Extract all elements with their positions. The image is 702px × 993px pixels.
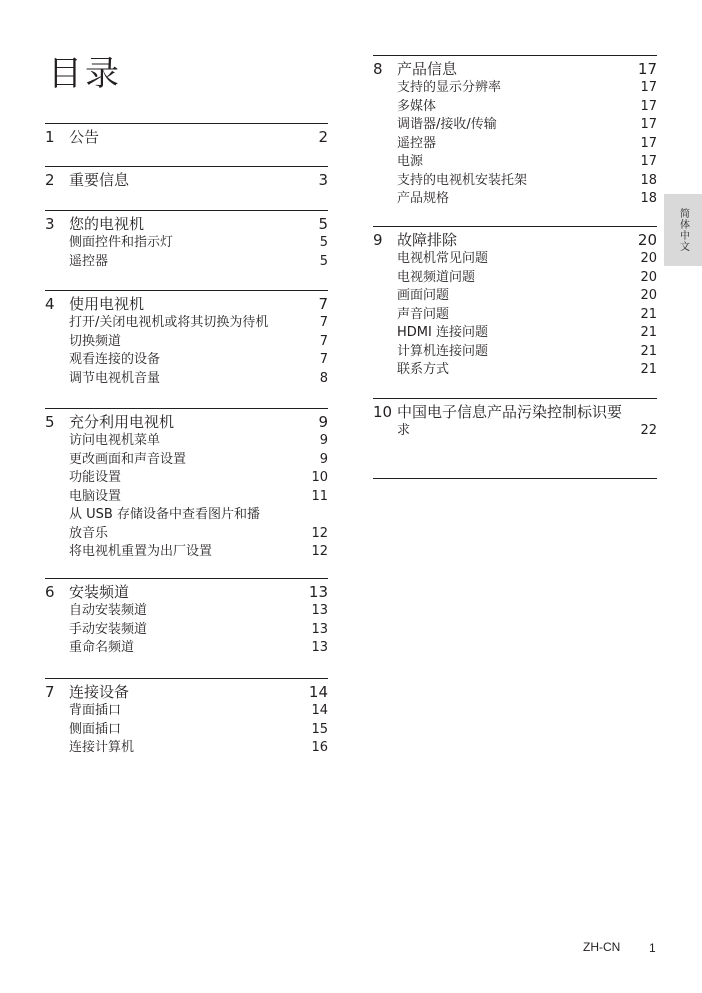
toc-section [45, 290, 328, 388]
section-title: 您的电视机 [69, 215, 145, 233]
entry-label: 重命名频道 [69, 640, 135, 655]
entry-label: 支持的电视机安装托架 [397, 172, 528, 188]
entry-page: 22 [640, 423, 657, 438]
entry-label: 电视机常见问题 [397, 251, 489, 266]
toc-entry[interactable] [373, 269, 657, 288]
toc-entry[interactable] [373, 172, 657, 191]
toc-entry[interactable] [373, 422, 657, 441]
section-number: 6 [45, 583, 55, 601]
toc-entry[interactable] [45, 602, 328, 621]
toc-entry[interactable] [373, 250, 657, 269]
toc-section-heading[interactable] [45, 214, 328, 234]
toc-section [373, 55, 657, 209]
entry-page: 5 [319, 253, 328, 269]
toc-section [45, 578, 328, 658]
entry-label: 多媒体 [397, 98, 437, 114]
section-title: 故障排除 [397, 231, 458, 249]
toc-section-heading[interactable] [373, 402, 657, 422]
entry-label: 调谐器/接收/传输 [397, 117, 497, 132]
entry-label: 连接计算机 [69, 740, 135, 755]
toc-section [45, 210, 328, 271]
entry-label: 电源 [397, 154, 424, 169]
entry-label: 功能设置 [69, 470, 122, 485]
toc-entry[interactable] [45, 702, 328, 721]
section-page: 20 [637, 231, 657, 249]
section-title: 中国电子信息产品污染控制标识要 [397, 403, 623, 421]
section-number: 3 [45, 215, 55, 233]
section-title: 公告 [69, 128, 100, 146]
entry-label: 观看连接的设备 [69, 352, 161, 367]
section-page: 7 [318, 295, 328, 313]
entry-label: 画面问题 [397, 288, 450, 303]
entry-label: 切换频道 [69, 333, 122, 349]
toc-section-heading[interactable] [45, 682, 328, 702]
toc-section [45, 678, 328, 758]
entry-page: 8 [319, 370, 328, 386]
toc-entry[interactable] [45, 739, 328, 758]
entry-label: 访问电视机菜单 [69, 433, 161, 448]
entry-page: 12 [311, 544, 328, 559]
section-number: 2 [45, 171, 55, 189]
entry-label: 声音问题 [397, 306, 450, 322]
entry-page: 13 [311, 621, 328, 637]
toc-entry[interactable] [373, 306, 657, 325]
toc-section-heading[interactable] [45, 127, 328, 147]
entry-page: 7 [319, 352, 328, 367]
entry-label: 放音乐 [69, 525, 109, 541]
entry-page: 5 [319, 235, 328, 250]
entry-label: 调节电视机音量 [69, 370, 161, 386]
toc-entry[interactable] [373, 343, 657, 362]
section-title: 产品信息 [397, 60, 458, 78]
section-page: 5 [318, 215, 328, 233]
entry-page: 17 [640, 80, 657, 95]
section-title: 安装频道 [69, 583, 130, 601]
entry-page: 20 [640, 269, 657, 285]
toc-section [45, 123, 328, 147]
toc-entry[interactable] [373, 287, 657, 306]
toc-entry[interactable] [373, 324, 657, 343]
entry-page: 20 [640, 251, 657, 266]
footer-language-code: ZH-CN [583, 940, 621, 954]
toc-entry[interactable] [373, 153, 657, 172]
entry-page: 13 [311, 603, 328, 618]
section-page: 3 [318, 171, 328, 189]
entry-page: 17 [640, 98, 657, 114]
entry-page: 9 [319, 451, 328, 467]
entry-page: 21 [640, 343, 657, 359]
entry-label: 自动安装频道 [69, 603, 148, 618]
toc-section-heading[interactable] [45, 412, 328, 432]
toc-entry[interactable] [45, 621, 328, 640]
entry-label: 电视频道问题 [397, 269, 476, 285]
entry-page: 20 [640, 288, 657, 303]
toc-section-heading[interactable] [45, 294, 328, 314]
entry-label: 背面插口 [69, 703, 122, 718]
entry-label: 计算机连接问题 [397, 343, 489, 359]
section-page: 2 [318, 128, 328, 146]
entry-label: 电脑设置 [69, 488, 122, 504]
entry-label: 将电视机重置为出厂设置 [69, 544, 213, 559]
toc-section-heading[interactable] [373, 230, 657, 250]
entry-page: 18 [640, 191, 657, 206]
entry-page: 21 [640, 306, 657, 322]
toc-entry[interactable] [45, 506, 328, 525]
toc-entry[interactable] [45, 333, 328, 352]
entry-label: 从 USB 存储设备中查看图片和播 [69, 507, 260, 522]
entry-label: 求 [397, 423, 411, 438]
entry-page: 7 [319, 315, 328, 330]
toc-entry[interactable] [45, 351, 328, 370]
toc-section [45, 166, 328, 190]
entry-page: 13 [311, 640, 328, 655]
toc-entry[interactable] [45, 253, 328, 272]
toc-entry[interactable] [373, 135, 657, 154]
toc-section-heading[interactable] [45, 170, 328, 190]
entry-label: 侧面插口 [69, 721, 122, 737]
toc-section [373, 398, 657, 441]
entry-page: 10 [311, 470, 328, 485]
toc-entry[interactable] [45, 314, 328, 333]
page-title: 目录 [48, 54, 122, 94]
entry-page: 17 [640, 135, 657, 151]
section-page: 13 [308, 583, 328, 601]
toc-entry[interactable] [373, 98, 657, 117]
toc-entry[interactable] [45, 525, 328, 544]
footer-page-number: 1 [649, 941, 656, 955]
entry-label: 产品规格 [397, 191, 450, 206]
toc-entry[interactable] [373, 361, 657, 380]
entry-page: 17 [640, 117, 657, 132]
toc-section-heading[interactable] [45, 582, 328, 602]
toc-entry[interactable] [45, 488, 328, 507]
entry-page: 7 [319, 333, 328, 349]
entry-page: 16 [311, 740, 328, 755]
entry-page: 18 [640, 172, 657, 188]
toc-section [45, 408, 328, 562]
toc-entry[interactable] [45, 639, 328, 658]
section-page: 14 [308, 683, 328, 701]
toc-section [373, 226, 657, 380]
toc-section-heading[interactable] [373, 59, 657, 79]
toc-entry[interactable] [45, 432, 328, 451]
entry-page: 17 [640, 154, 657, 169]
entry-page: 14 [311, 703, 328, 718]
entry-page: 9 [319, 433, 328, 448]
section-number: 5 [45, 413, 55, 431]
section-number: 4 [45, 295, 55, 313]
toc-entry[interactable] [45, 543, 328, 562]
section-number: 9 [373, 231, 383, 249]
entry-label: 遥控器 [397, 135, 437, 151]
toc-entry[interactable] [45, 469, 328, 488]
toc-entry[interactable] [373, 116, 657, 135]
entry-label: 支持的显示分辨率 [397, 80, 502, 95]
toc-entry[interactable] [45, 234, 328, 253]
section-title: 连接设备 [69, 683, 130, 701]
section-number: 8 [373, 60, 383, 78]
section-number: 7 [45, 683, 55, 701]
language-tab [664, 194, 702, 266]
toc-entry[interactable] [373, 79, 657, 98]
entry-label: 更改画面和声音设置 [69, 451, 187, 467]
entry-label: 打开/关闭电视机或将其切换为待机 [69, 315, 269, 330]
entry-label: 联系方式 [397, 362, 450, 377]
toc-entry[interactable] [45, 721, 328, 740]
toc-entry[interactable] [373, 190, 657, 209]
language-tab-label: 简体中文 [677, 208, 689, 252]
entry-page: 11 [311, 488, 328, 504]
section-page: 9 [318, 413, 328, 431]
toc-entry[interactable] [45, 370, 328, 389]
section-page: 17 [637, 60, 657, 78]
entry-label: 遥控器 [69, 253, 109, 269]
entry-label: 手动安装频道 [69, 621, 148, 637]
entry-page: 21 [640, 362, 657, 377]
entry-page: 12 [311, 525, 328, 541]
section-title: 充分利用电视机 [69, 413, 175, 431]
entry-page: 21 [640, 325, 657, 340]
section-number: 1 [45, 128, 55, 146]
entry-page: 15 [311, 721, 328, 737]
section-title: 使用电视机 [69, 295, 145, 313]
section-number: 10 [373, 403, 393, 421]
section-title: 重要信息 [69, 171, 130, 189]
entry-label: HDMI 连接问题 [397, 325, 488, 340]
entry-label: 侧面控件和指示灯 [69, 235, 174, 250]
toc-entry[interactable] [45, 451, 328, 470]
toc-end-rule [373, 478, 657, 479]
